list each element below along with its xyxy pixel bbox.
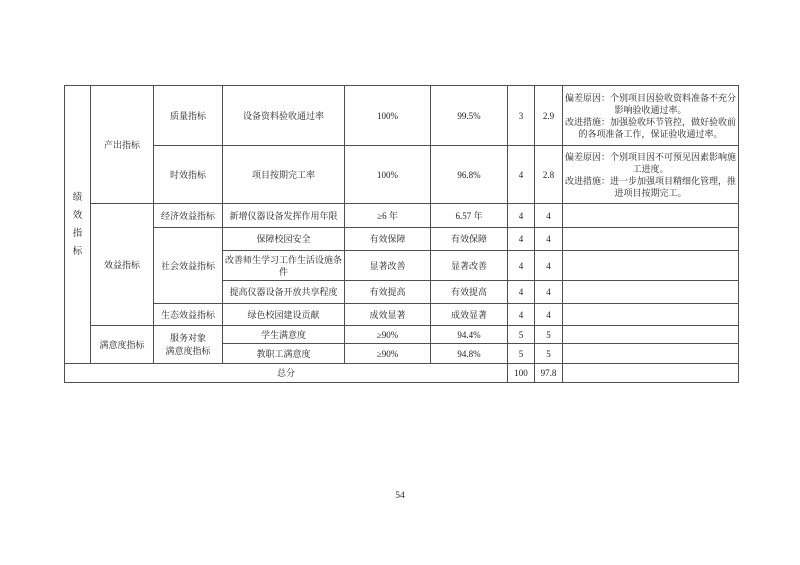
remark-deviation: 偏差原因：个别项目因验收资料准备不充分影响验收通过率。 [565, 92, 737, 115]
score-cell: 4 [535, 281, 563, 304]
remark-deviation: 偏差原因：个别项目因不可预见因素影响施工进度。 [565, 151, 737, 174]
score-cell: 5 [535, 344, 563, 364]
subsection-cell-service-target [154, 326, 223, 364]
indicator-name-cell: 新增仪器设备发挥作用年限 [223, 204, 345, 228]
target-value-cell: 100% [345, 86, 431, 146]
weight-cell: 4 [508, 304, 535, 326]
actual-value-cell: 有效提高 [431, 281, 508, 304]
score-cell: 4 [535, 304, 563, 326]
subsection-line: 服务对象 [169, 332, 206, 343]
total-label-cell: 总分 [65, 364, 508, 383]
section-cell-satisfaction: 满意度指标 [91, 326, 154, 364]
subsection-cell-timeliness: 时效指标 [154, 146, 223, 204]
indicator-name-cell: 项目按期完工率 [223, 146, 345, 204]
category-char: 指 [72, 228, 83, 239]
table-row [65, 86, 739, 146]
remark-cell [563, 344, 739, 364]
actual-value-cell: 有效保障 [431, 228, 508, 251]
table-row [65, 326, 739, 344]
score-cell: 4 [535, 251, 563, 281]
remark-cell [563, 251, 739, 281]
target-value-cell: 有效保障 [345, 228, 431, 251]
weight-cell: 4 [508, 281, 535, 304]
actual-value-cell: 94.8% [431, 344, 508, 364]
subsection-line: 满意度指标 [165, 345, 211, 356]
remark-improvement: 改进措施：进一步加强项目精细化管理，推进项目按期完工。 [565, 175, 737, 198]
weight-cell: 3 [508, 86, 535, 146]
total-score-cell: 97.8 [535, 364, 563, 383]
indicator-name-cell: 提高仪器设备开放共享程度 [223, 281, 345, 304]
actual-value-cell: 96.8% [431, 146, 508, 204]
target-value-cell: 显著改善 [345, 251, 431, 281]
remark-cell [563, 364, 739, 383]
indicator-name-cell: 教职工满意度 [223, 344, 345, 364]
indicator-name-cell: 保障校园安全 [223, 228, 345, 251]
remark-cell [563, 281, 739, 304]
table-row [65, 204, 739, 228]
remark-cell [563, 204, 739, 228]
target-value-cell: 成效显著 [345, 304, 431, 326]
remark-cell [563, 86, 739, 146]
remark-cell [563, 146, 739, 204]
target-value-cell: 100% [345, 146, 431, 204]
table-row [65, 304, 739, 326]
weight-cell: 5 [508, 326, 535, 344]
section-cell-benefit: 效益指标 [91, 204, 154, 326]
indicator-name-cell: 设备资料验收通过率 [223, 86, 345, 146]
subsection-cell-quality: 质量指标 [154, 86, 223, 146]
indicator-name-cell: 绿色校园建设贡献 [223, 304, 345, 326]
indicator-name-cell: 改善师生学习工作生活设施条件 [223, 251, 345, 281]
remark-cell [563, 228, 739, 251]
subsection-cell-social: 社会效益指标 [154, 228, 223, 304]
target-value-cell: 有效提高 [345, 281, 431, 304]
score-cell: 4 [535, 204, 563, 228]
subsection-cell-economic: 经济效益指标 [154, 204, 223, 228]
category-char: 效 [72, 210, 83, 221]
weight-cell: 4 [508, 204, 535, 228]
subsection-cell-ecological: 生态效益指标 [154, 304, 223, 326]
category-cell-performance-indicators [65, 86, 91, 364]
target-value-cell: ≥6 年 [345, 204, 431, 228]
target-value-cell: ≥90% [345, 344, 431, 364]
weight-cell: 5 [508, 344, 535, 364]
remark-cell [563, 326, 739, 344]
score-cell: 4 [535, 228, 563, 251]
table-row [65, 228, 739, 251]
score-cell: 2.8 [535, 146, 563, 204]
weight-cell: 4 [508, 228, 535, 251]
actual-value-cell: 94.4% [431, 326, 508, 344]
category-char: 绩 [72, 192, 83, 203]
weight-cell: 4 [508, 146, 535, 204]
section-cell-output: 产出指标 [91, 86, 154, 204]
total-row [65, 364, 739, 383]
actual-value-cell: 6.57 年 [431, 204, 508, 228]
remark-improvement: 改进措施：加强验收环节管控，做好验收前的各项准备工作，保证验收通过率。 [565, 116, 737, 139]
actual-value-cell: 成效显著 [431, 304, 508, 326]
table-row [65, 146, 739, 204]
score-cell: 5 [535, 326, 563, 344]
weight-cell: 4 [508, 251, 535, 281]
performance-indicator-table [64, 85, 739, 383]
actual-value-cell: 显著改善 [431, 251, 508, 281]
category-char: 标 [72, 246, 83, 257]
indicator-name-cell: 学生满意度 [223, 326, 345, 344]
actual-value-cell: 99.5% [431, 86, 508, 146]
score-cell: 2.9 [535, 86, 563, 146]
target-value-cell: ≥90% [345, 326, 431, 344]
page-number: 54 [395, 491, 405, 501]
total-weight-cell: 100 [508, 364, 535, 383]
remark-cell [563, 304, 739, 326]
